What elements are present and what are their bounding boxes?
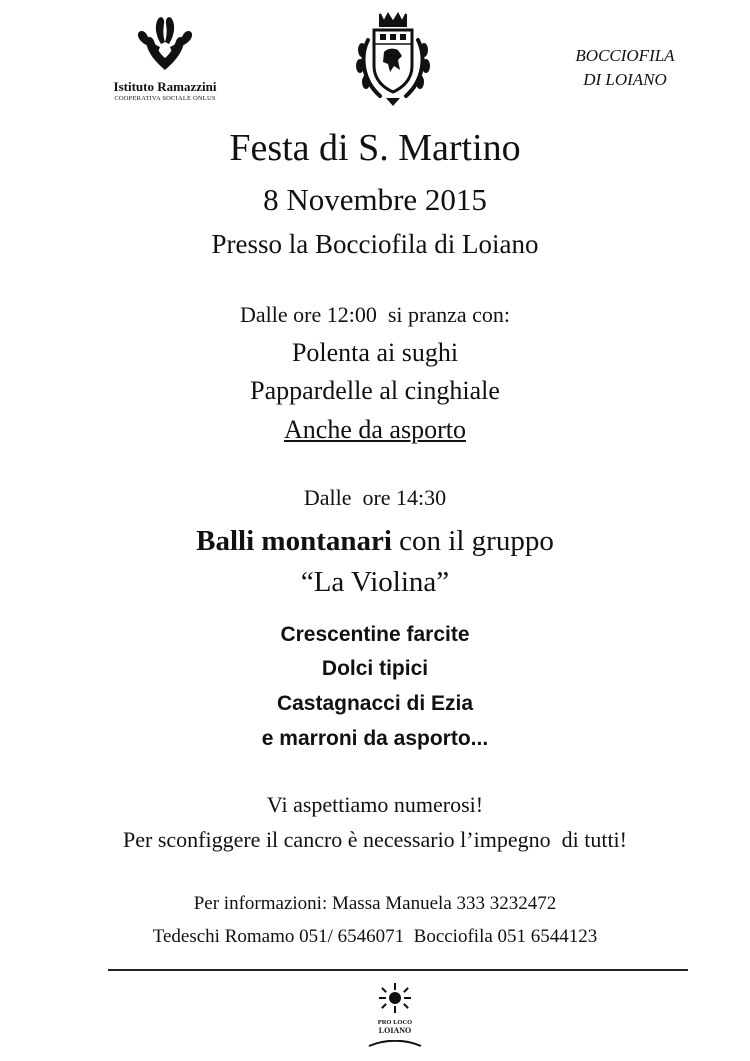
hands-emblem-icon <box>134 14 196 72</box>
lunch-item: Pappardelle al cinghiale <box>250 376 500 405</box>
bocciofila-line2: DI LOIANO <box>583 70 667 89</box>
event-venue: Presso la Bocciofila di Loiano <box>211 229 539 259</box>
closing-invite: Vi aspettiamo numerosi! <box>266 792 484 817</box>
pro-loco-line2: LOIANO <box>378 1026 412 1035</box>
group-name: “La Violina” <box>300 566 450 598</box>
contact-line: Per informazioni: Massa Manuela 333 3232472 <box>193 893 557 914</box>
specialty-item: Castagnacci di Ezia <box>276 692 474 715</box>
footer-divider <box>108 969 688 971</box>
istituto-ramazzini-logo <box>95 14 235 102</box>
closing-message: Per sconfiggere il cancro è necessario l’impegno di tutti! <box>123 827 627 852</box>
specialty-item: Crescentine farcite <box>280 623 470 646</box>
bocciofila-line1: BOCCIOFILA <box>575 46 675 65</box>
loiano-crest <box>350 10 436 110</box>
sun-emblem-icon <box>375 982 415 1016</box>
lunch-heading: Dalle ore 12:00 si pranza con: <box>239 302 510 327</box>
lunch-item: Polenta ai sughi <box>291 338 459 367</box>
dance-bold-text: Balli montanari <box>196 525 392 557</box>
pro-loco-line1: PRO LOCO <box>377 1019 413 1026</box>
afternoon-heading: Dalle ore 14:30 <box>303 485 447 510</box>
istituto-ramazzini-name: Istituto Ramazzini <box>113 79 217 94</box>
istituto-ramazzini-subtitle: COOPERATIVA SOCIALE ONLUS <box>114 95 216 102</box>
takeaway-note: Anche da asporto <box>284 415 466 444</box>
event-date: 8 Novembre 2015 <box>263 182 487 217</box>
pro-loco-logo <box>360 982 430 1044</box>
dance-rest-text: con il gruppo <box>391 525 554 557</box>
event-title: Festa di S. Martino <box>229 127 521 169</box>
dance-line <box>0 525 750 558</box>
pro-loco-underline <box>367 1040 423 1048</box>
bocciofila-header <box>540 44 710 92</box>
contact-line: Tedeschi Romamo 051/ 6546071 Bocciofila 051 6544123 <box>152 926 598 947</box>
specialty-item: e marroni da asporto... <box>261 727 489 750</box>
specialty-item: Dolci tipici <box>321 657 429 680</box>
coat-of-arms-icon <box>350 10 436 110</box>
